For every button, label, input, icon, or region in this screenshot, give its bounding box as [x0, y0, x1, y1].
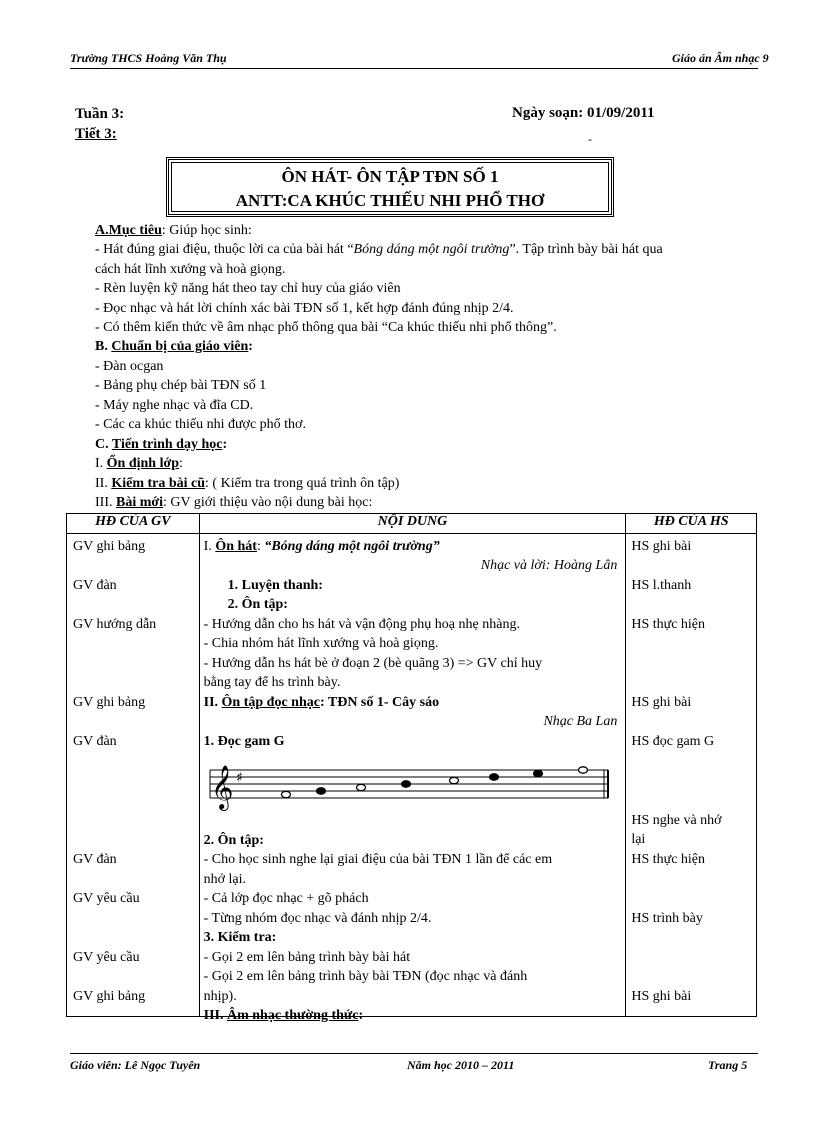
step-2	[95, 476, 399, 492]
footer-page: Trang 5	[708, 1058, 748, 1072]
treble-clef-icon: 𝄞	[210, 765, 234, 809]
title-line-2: ANTT:CA KHÚC THIẾU NHI PHỔ THƠ	[235, 191, 545, 210]
g-scale-staff	[206, 756, 616, 818]
prep-label-a: B.	[95, 339, 112, 354]
review-item: - Chia nhóm hát lĩnh xướng và hoà giọng.	[203, 636, 439, 651]
s1-a: I.	[203, 539, 216, 554]
gv-activity: GV ghi bảng	[73, 989, 146, 1004]
section-1-title	[204, 539, 440, 555]
title-box	[166, 157, 614, 217]
s3-a: III.	[203, 1008, 227, 1023]
note-c	[401, 781, 410, 787]
process-label-c: :	[222, 437, 228, 452]
prep-date: Ngày soạn: 01/09/2011	[512, 105, 655, 121]
objective-1-b: ”. Tập trình bày bài hát qua	[509, 242, 663, 257]
gv-activity: GV đàn	[73, 734, 117, 749]
practice-item: - Cả lớp đọc nhạc + gõ phách	[203, 891, 369, 906]
scale-title: 1. Đọc gam G	[203, 734, 285, 749]
note-f-sharp	[533, 770, 542, 776]
gv-activity: GV yêu cầu	[73, 891, 140, 906]
week: Tuần 3:	[75, 106, 125, 122]
gv-activity: GV hướng dẫn	[73, 617, 157, 632]
sharp-icon: ♯	[235, 770, 243, 786]
dash-mark: -	[588, 132, 592, 146]
check-item: - Gọi 2 em lên bảng trình bày bài TĐN (đọc nhạc và đánh	[203, 969, 528, 984]
s1-song: “Bóng dáng một ngôi trường”	[264, 539, 440, 554]
note-e	[489, 774, 498, 780]
s2-a: II.	[203, 695, 222, 710]
gv-activity: GV ghi bảng	[73, 539, 146, 554]
title-line-1: ÔN HÁT- ÔN TẬP TĐN SỐ 1	[281, 167, 499, 186]
hs-activity: HS ghi bài	[631, 539, 692, 554]
step-3-c: : GV giới thiệu vào nội dung bài học:	[163, 495, 373, 510]
section-3-title	[204, 1008, 364, 1024]
footer-teacher: Giáo viên: Lê Ngọc Tuyên	[70, 1058, 201, 1072]
prep-item: - Bảng phụ chép bài TĐN số 1	[95, 378, 267, 393]
note-d	[449, 777, 458, 783]
prep-label-b: Chuẩn bị của giáo viên	[111, 339, 249, 354]
s2-author: Nhạc Ba Lan	[543, 714, 618, 729]
footer-rule	[70, 1053, 758, 1054]
step-2-a: II.	[95, 476, 112, 491]
review-2-title: 2. Ôn tập:	[203, 833, 264, 848]
s2-c: : TĐN số 1- Cây sáo	[319, 695, 440, 710]
col-header-hs: HĐ CỦA HS	[626, 514, 757, 534]
practice-item: - Cho học sinh nghe lại giai điệu của bài TĐN 1 lần để các em	[203, 852, 553, 867]
objective-1	[95, 242, 663, 258]
objectives-label: A.Mục tiêu	[95, 223, 162, 238]
prep-item: - Máy nghe nhạc và đĩa CD.	[95, 398, 254, 413]
note-b	[356, 784, 365, 790]
objectives-heading	[95, 223, 252, 239]
objective-1-a: - Hát đúng giai điệu, thuộc lời ca của bài hát “	[95, 242, 354, 257]
step-3	[95, 495, 372, 511]
lesson-table	[66, 513, 757, 1023]
lesson-number: Tiết 3:	[75, 126, 117, 142]
header-rule	[70, 68, 758, 69]
col-header-gv: HĐ CỦA GV	[67, 514, 200, 534]
s3-b: Âm nhạc thường thức	[227, 1008, 359, 1023]
step-1-c: :	[179, 456, 183, 471]
note-g-high	[578, 767, 587, 773]
s1-b: Ôn hát	[215, 539, 257, 554]
objective-2: - Rèn luyện kỹ năng hát theo tay chỉ huy của giáo viên	[95, 281, 401, 296]
hs-activity: HS nghe và nhớ	[631, 813, 722, 828]
s1-author: Nhạc và lời: Hoàng Lân	[480, 558, 618, 573]
gv-activity: GV yêu cầu	[73, 950, 140, 965]
practice-item: nhớ lại.	[203, 872, 247, 887]
gv-activity: GV đàn	[73, 578, 117, 593]
hs-activity: HS trình bày	[631, 911, 703, 926]
gv-column	[67, 534, 200, 1017]
hs-activity: HS l.thanh	[631, 578, 692, 593]
check-title: 3. Kiểm tra:	[203, 930, 277, 945]
process-label-a: C.	[95, 437, 112, 452]
hs-activity: HS ghi bài	[631, 989, 692, 1004]
s2-b: Ôn tập đọc nhạc	[221, 695, 320, 710]
col-header-content: NỘI DUNG	[199, 514, 626, 534]
review-item: - Hướng dẫn cho hs hát và vận động phụ hoạ nhẹ nhàng.	[203, 617, 520, 632]
gv-activity: GV ghi bảng	[73, 695, 146, 710]
review-item: - Hướng dẫn hs hát bè ở đoạn 2 (bè quãng 3) => GV chỉ huy	[203, 656, 543, 671]
objective-1-cont: cách hát lĩnh xướng và hoà giọng.	[95, 262, 286, 277]
prep-label-c: :	[248, 339, 253, 354]
check-item: - Gọi 2 em lên bảng trình bày bài hát	[203, 950, 411, 965]
song-title: Bóng dáng một ngôi trường	[353, 242, 510, 257]
content-column	[199, 534, 626, 1023]
note-a	[316, 788, 325, 794]
step-1-a: I.	[95, 456, 107, 471]
s1-c: :	[256, 539, 265, 554]
step-1-b: Ổn định lớp	[106, 456, 180, 471]
hs-activity: HS ghi bài	[631, 695, 692, 710]
warmup: 1. Luyện thanh:	[227, 578, 323, 593]
header-subject: Giáo án Âm nhạc 9	[672, 51, 769, 65]
step-3-a: III.	[95, 495, 116, 510]
prep-item: - Đàn ocgan	[95, 359, 164, 374]
hs-column	[626, 534, 757, 1017]
step-2-c: : ( Kiểm tra trong quá trình ôn tập)	[205, 476, 400, 491]
gv-activity: GV đàn	[73, 852, 117, 867]
review: 2. Ôn tập:	[227, 597, 288, 612]
note-g	[281, 791, 290, 797]
footer-year: Năm học 2010 – 2011	[407, 1058, 515, 1072]
s3-c: :	[358, 1008, 364, 1023]
process-heading	[95, 437, 227, 453]
hs-activity: lại	[631, 832, 646, 847]
prep-item: - Các ca khúc thiếu nhi được phổ thơ.	[95, 417, 306, 432]
hs-activity: HS đọc gam G	[631, 734, 715, 749]
objective-3: - Đọc nhạc và hát lời chính xác bài TĐN số 1, kết hợp đánh đúng nhịp 2/4.	[95, 301, 514, 316]
step-1	[95, 456, 183, 472]
prep-heading	[95, 339, 253, 355]
hs-activity: HS thực hiện	[631, 617, 706, 632]
review-item: bằng tay để hs trình bày.	[203, 675, 341, 690]
step-2-b: Kiểm tra bài cũ	[111, 476, 206, 491]
objectives-intro: : Giúp học sinh:	[161, 223, 252, 238]
objective-4: - Có thêm kiến thức về âm nhạc phổ thông qua bài “Ca khúc thiếu nhi phổ thông”.	[95, 320, 557, 335]
check-item: nhịp).	[203, 989, 237, 1004]
process-label-b: Tiến trình dạy học	[111, 437, 223, 452]
practice-item: - Từng nhóm đọc nhạc và đánh nhịp 2/4.	[203, 911, 432, 926]
step-3-b: Bài mới	[116, 495, 164, 510]
section-2-title	[204, 695, 439, 711]
header-school: Trường THCS Hoàng Văn Thụ	[70, 51, 227, 65]
hs-activity: HS thực hiện	[631, 852, 706, 867]
